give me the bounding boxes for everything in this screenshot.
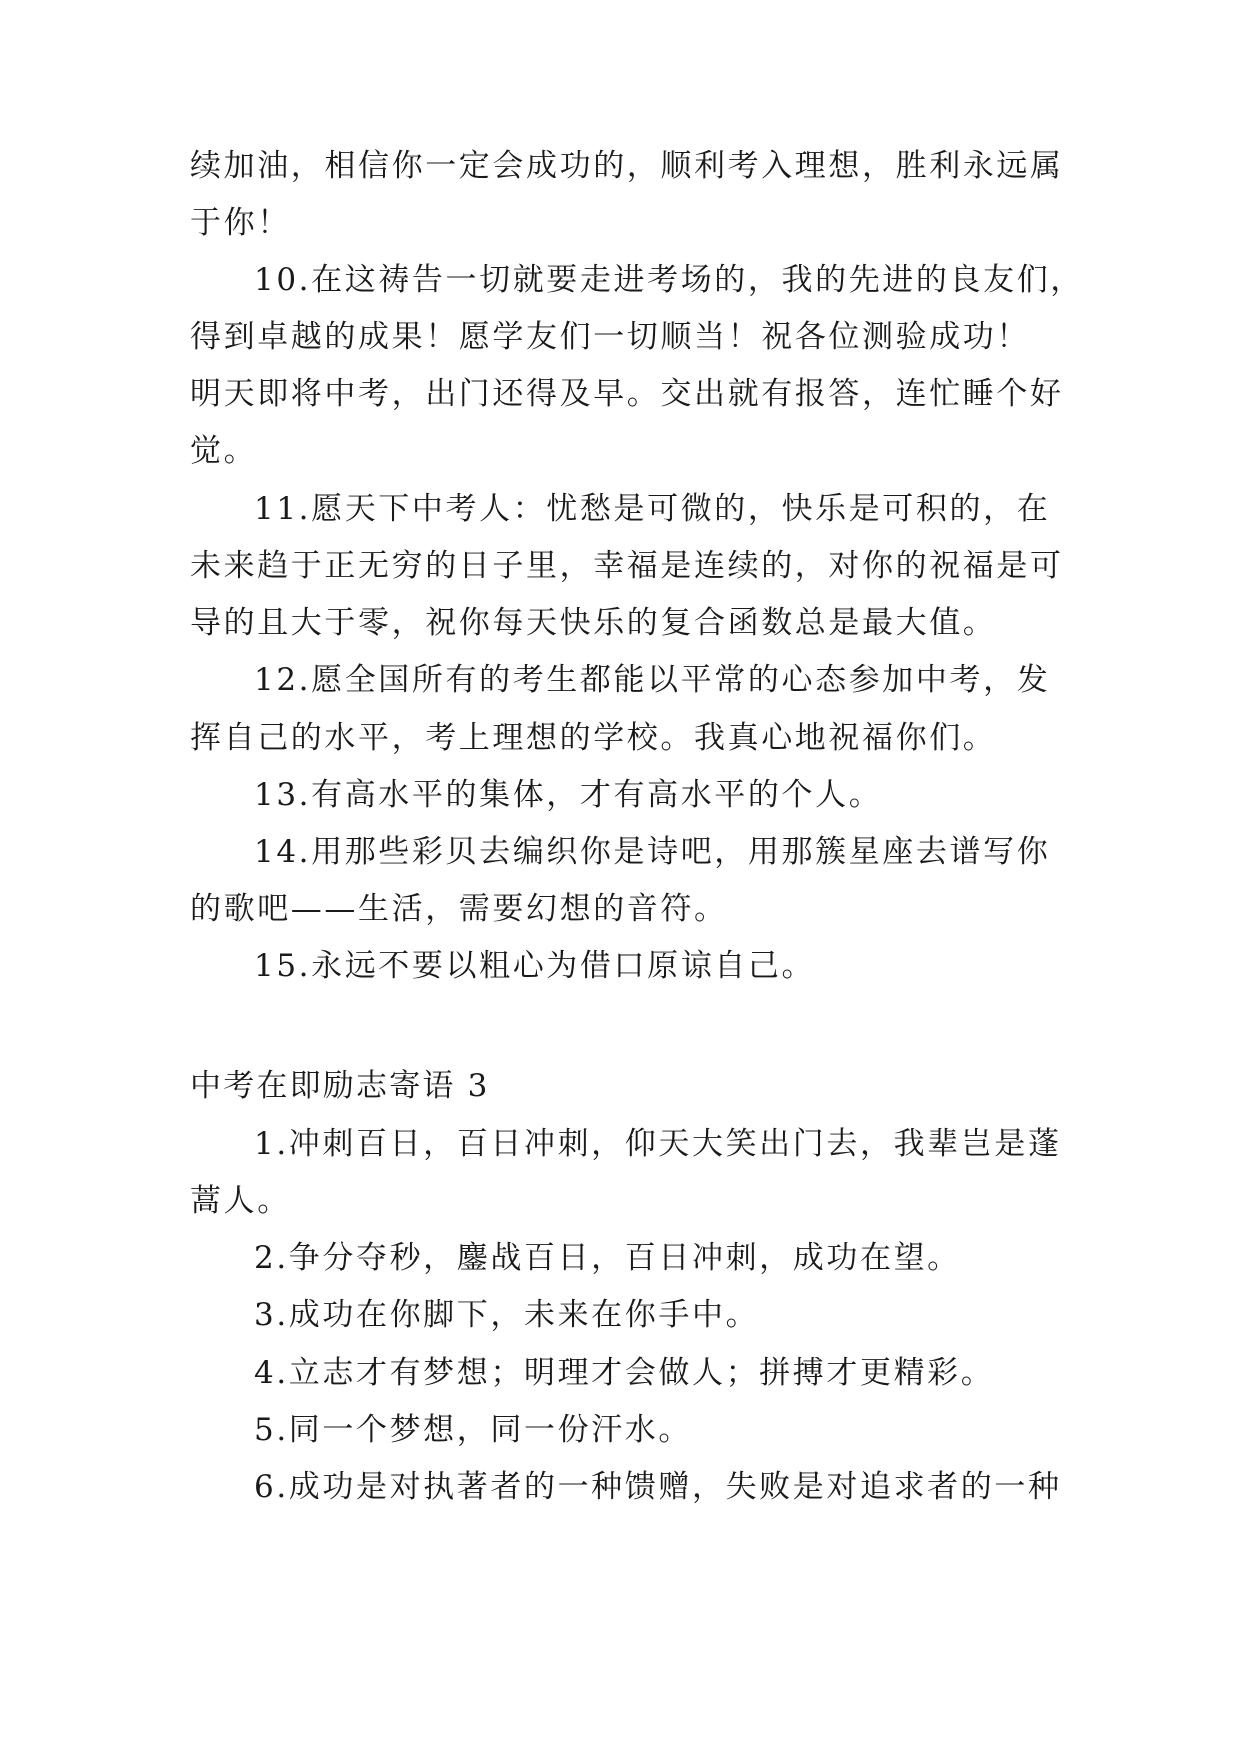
list-item-15: 15.永远不要以粗心为借口原谅自己。 (254, 948, 816, 984)
paragraph-line: 的歌吧——生活，需要幻想的音符。 (190, 891, 728, 927)
list-item-6: 6.成功是对执著者的一种馈赠，失败是对追求者的一种 (254, 1469, 1062, 1505)
list-item-2: 2.争分夺秒，鏖战百日，百日冲刺，成功在望。 (254, 1240, 961, 1276)
paragraph-line: 觉。 (190, 433, 258, 469)
section-heading: 中考在即励志寄语 3 (190, 1068, 490, 1104)
list-item-1: 1.冲刺百日，百日冲刺，仰天大笑出门去，我辈岂是蓬 (254, 1126, 1062, 1162)
list-item-14: 14.用那些彩贝去编织你是诗吧，用那簇星座去谱写你 (254, 834, 1051, 870)
paragraph-line: 得到卓越的成果！愿学友们一切顺当！祝各位测验成功！ (190, 319, 1030, 355)
list-item-11: 11.愿天下中考人：忧愁是可微的，快乐是可积的，在 (254, 491, 1051, 527)
list-item-12: 12.愿全国所有的考生都能以平常的心态参加中考，发 (254, 662, 1051, 698)
paragraph-line: 续加油，相信你一定会成功的，顺利考入理想，胜利永远属 (190, 148, 1064, 184)
list-item-4: 4.立志才有梦想；明理才会做人；拼搏才更精彩。 (254, 1355, 995, 1391)
paragraph-line: 挥自己的水平，考上理想的学校。我真心地祝福你们。 (190, 720, 997, 756)
list-item-3: 3.成功在你脚下，未来在你手中。 (254, 1297, 760, 1333)
paragraph-line: 明天即将中考，出门还得及早。交出就有报答，连忙睡个好 (190, 376, 1064, 412)
list-item-10: 10.在这祷告一切就要走进考场的，我的先进的良友们， (254, 262, 1084, 298)
paragraph-line: 于你！ (190, 205, 291, 241)
paragraph-line: 导的且大于零，祝你每天快乐的复合函数总是最大值。 (190, 605, 997, 641)
list-item-13: 13.有高水平的集体，才有高水平的个人。 (254, 777, 883, 813)
paragraph-line: 未来趋于正无穷的日子里，幸福是连续的，对你的祝福是可 (190, 548, 1064, 584)
list-item-5: 5.同一个梦想，同一份汗水。 (254, 1412, 692, 1448)
paragraph-line: 蒿人。 (190, 1183, 291, 1219)
